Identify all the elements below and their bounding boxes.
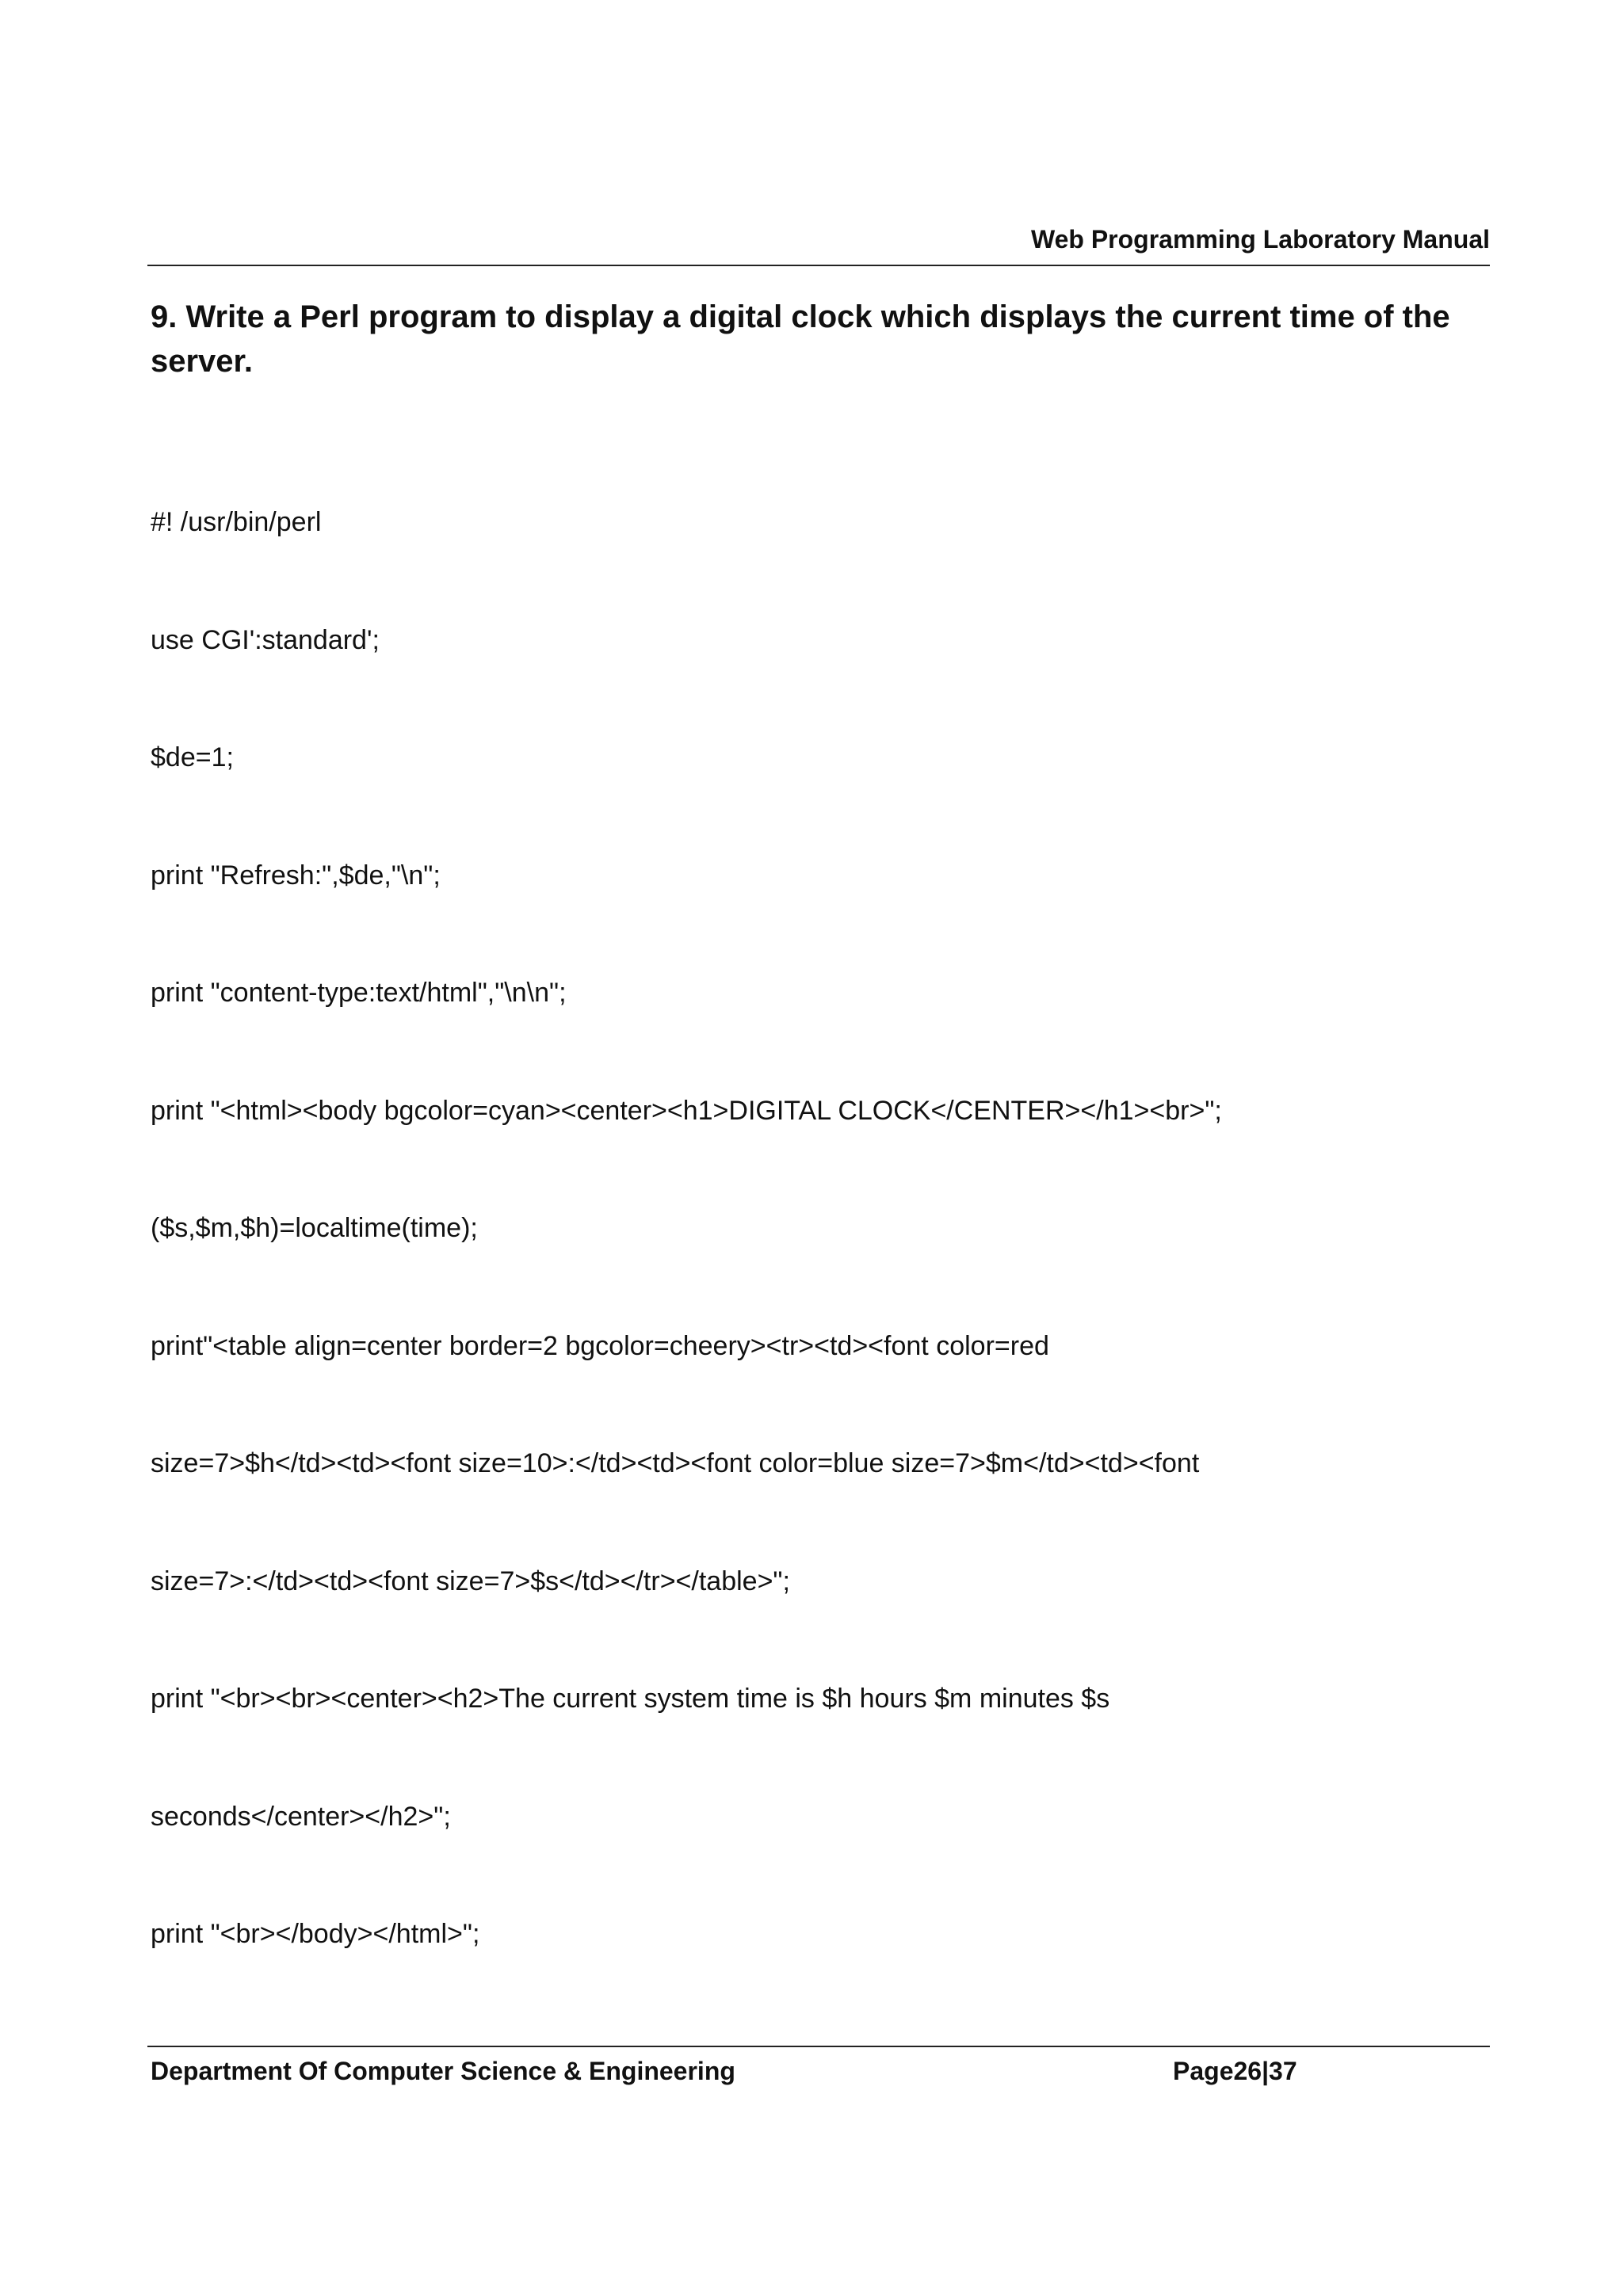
code-line: size=7>:</td><td><font size=7>$s</td></tr></table>"; [151,1566,790,1596]
header-divider [147,265,1490,266]
code-line: print "<br><br><center><h2>The current system time is $h hours $m minutes $s [151,1684,1110,1714]
code-line: print "Refresh:",$de,"\n"; [151,860,441,891]
code-line: #! /usr/bin/perl [151,507,322,537]
code-line: use CGI':standard'; [151,624,380,655]
footer-department: Department Of Computer Science & Engineering [151,2057,735,2085]
footer-page-number: Page26|37 [1173,2057,1297,2085]
running-header: Web Programming Laboratory Manual [1030,225,1490,254]
code-line: print"<table align=center border=2 bgcolor=cheery><tr><td><font color=red [151,1330,1049,1361]
code-line: ($s,$m,$h)=localtime(time); [151,1213,478,1243]
code-line: print "content-type:text/html","\n\n"; [151,978,567,1008]
code-line: print "<html><body bgcolor=cyan><center><h1>DIGITAL CLOCK</CENTER></h1><br>"; [151,1095,1222,1126]
code-line: size=7>$h</td><td><font size=10>:</td><td><font color=blue size=7>$m</td><td><font [151,1448,1200,1478]
question-heading: 9. Write a Perl program to display a digital clock which displays the current time of the server. [151,299,1450,379]
footer-divider [147,2046,1490,2047]
code-line: seconds</center></h2>"; [151,1801,451,1832]
code-line: $de=1; [151,742,234,772]
code-listing [151,425,1490,2033]
code-line: print "<br></body></html>"; [151,1919,480,1949]
